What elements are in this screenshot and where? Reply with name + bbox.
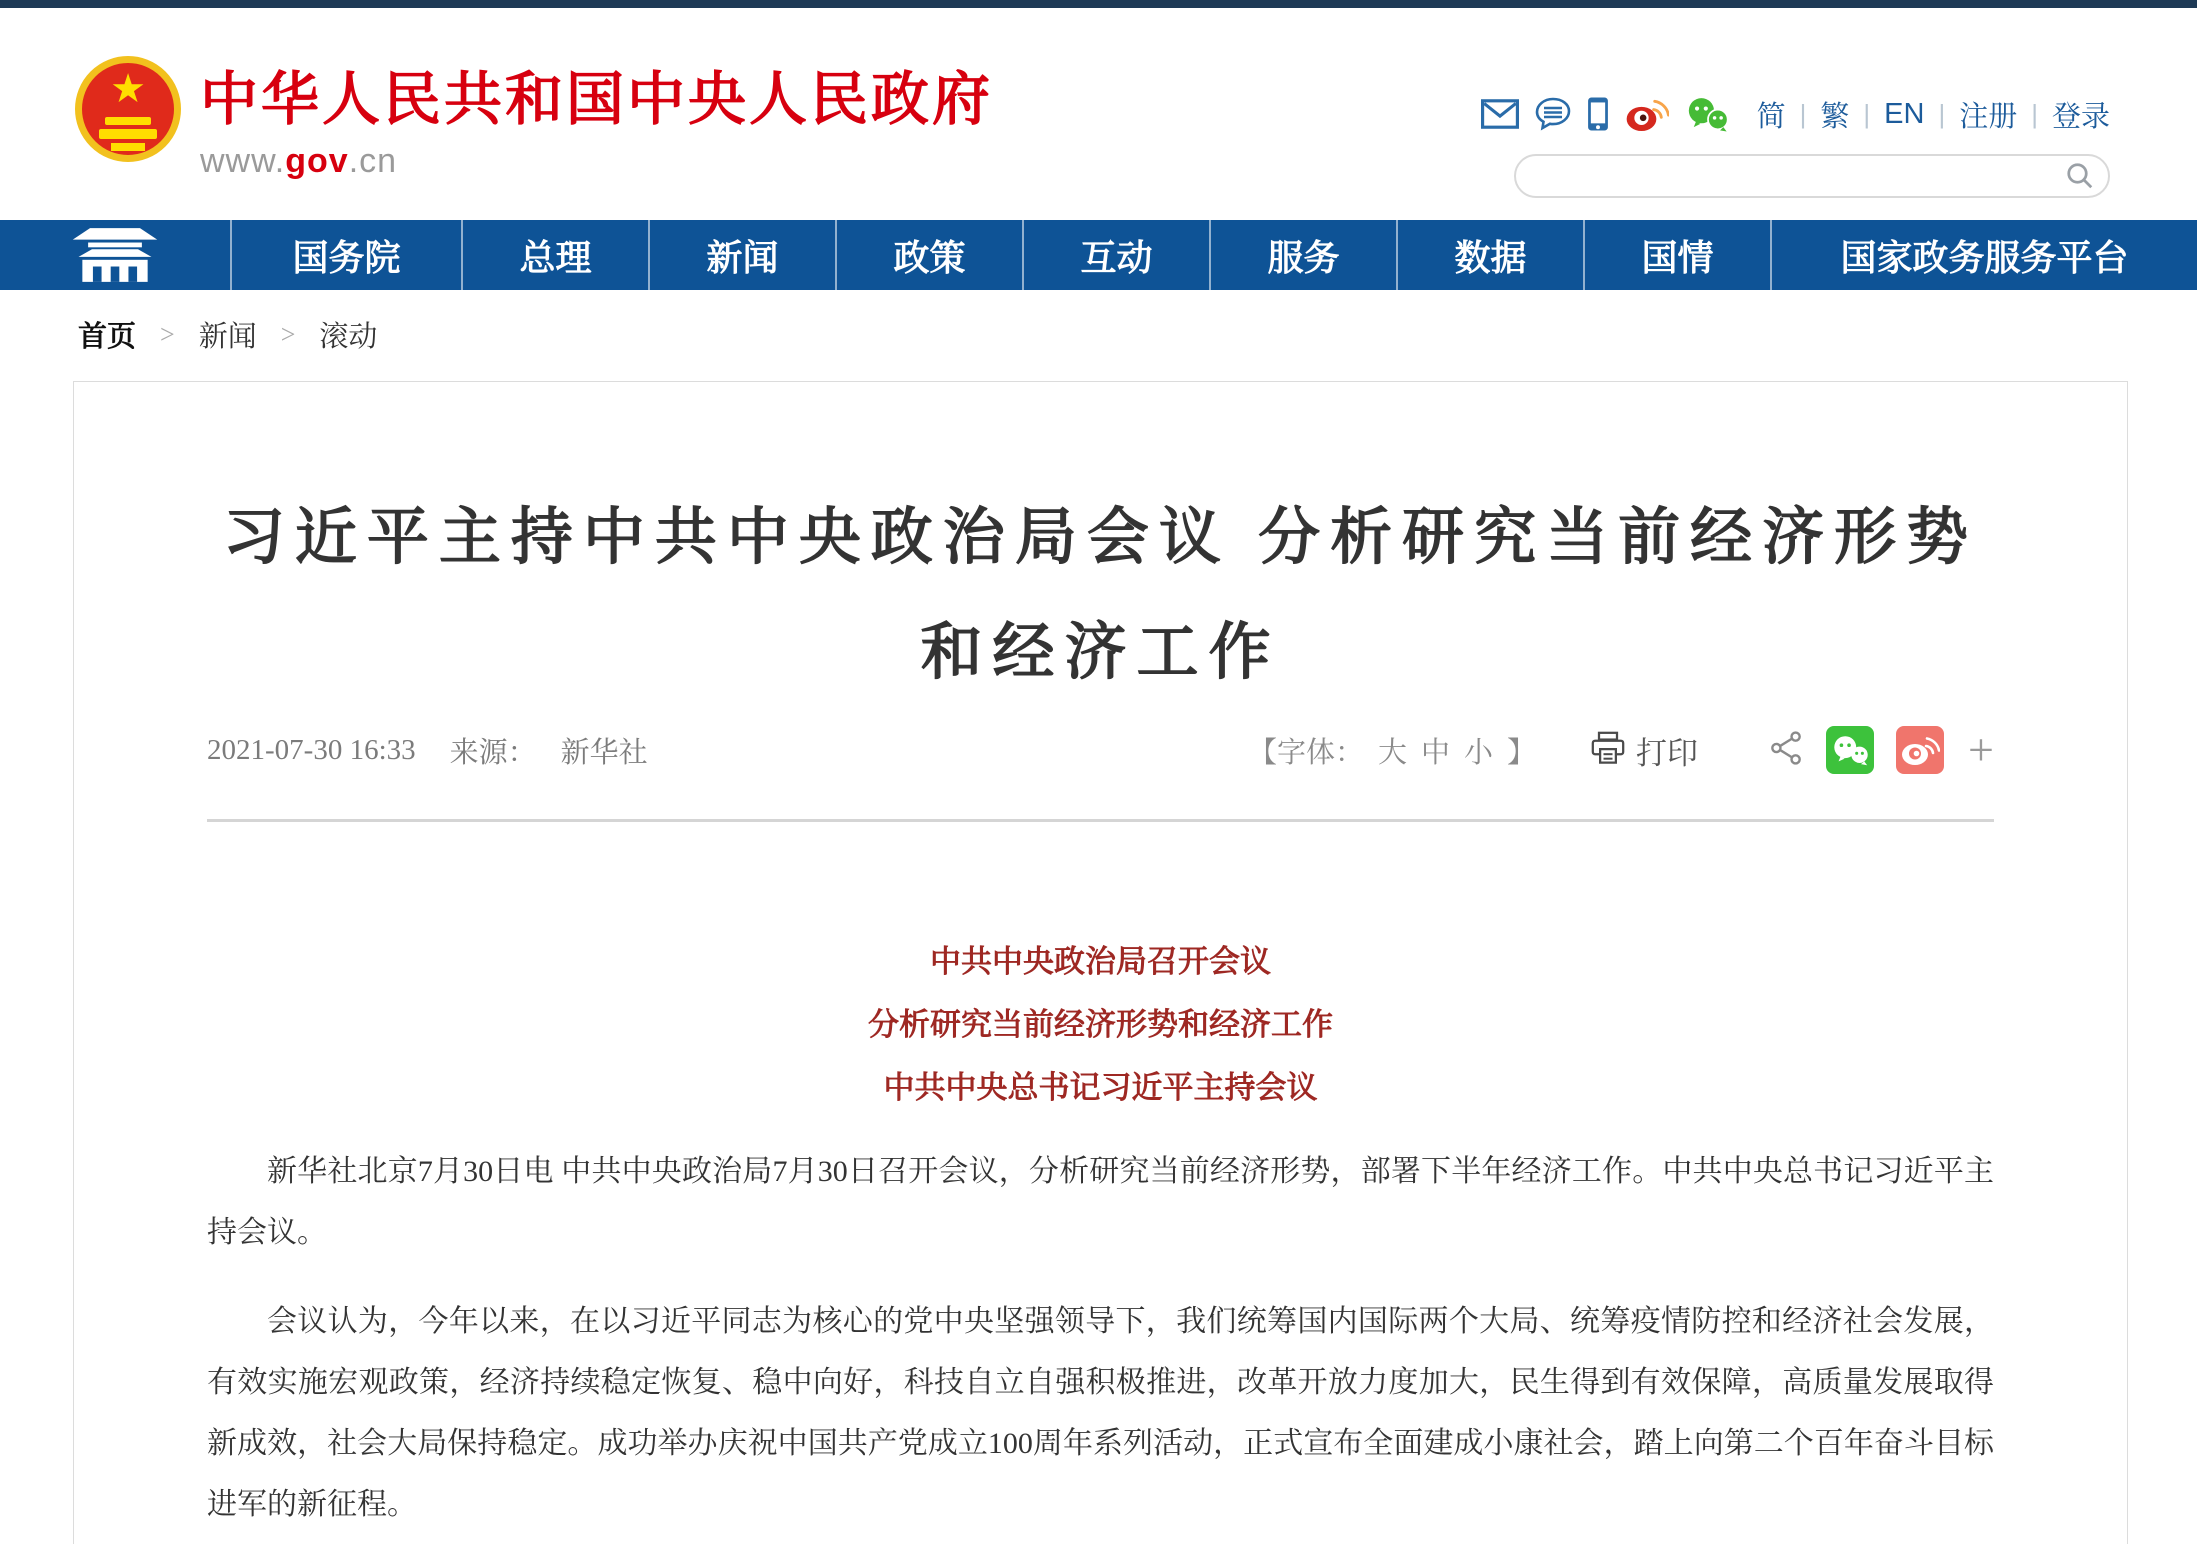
nav-item-interaction[interactable]: 互动 (1024, 220, 1211, 290)
wechat-icon[interactable] (1685, 96, 1731, 132)
article-meta-row (207, 726, 1994, 774)
share-weibo-icon[interactable] (1896, 726, 1944, 774)
language-account-links (1757, 94, 2110, 135)
source-label: 来源： (449, 736, 537, 769)
mail-icon[interactable] (1481, 99, 1519, 129)
weibo-icon[interactable] (1625, 96, 1669, 132)
font-size-small[interactable]: 小 (1464, 736, 1494, 769)
main-nav (0, 220, 2197, 290)
link-simplified-chinese[interactable]: 简 (1756, 100, 1786, 133)
article-source[interactable]: 新华社 (560, 736, 648, 769)
breadcrumb-news[interactable]: 新闻 (198, 321, 257, 353)
font-size-medium[interactable]: 中 (1421, 736, 1451, 769)
comment-icon[interactable] (1535, 97, 1571, 131)
search-bar (1514, 154, 2110, 198)
article-meta-tools (1248, 726, 1994, 774)
chevron-right-icon: > (280, 319, 296, 349)
meta-divider (207, 819, 1994, 822)
nav-item-policy[interactable]: 政策 (837, 220, 1024, 290)
site-url: www.gov.cn (200, 142, 398, 180)
article-subtitle-line: 中共中央政治局召开会议 (930, 944, 1271, 979)
font-size-prefix: 【字体： (1247, 736, 1364, 769)
article-date: 2021-07-30 16:33 (207, 733, 416, 766)
nav-item-services[interactable]: 服务 (1211, 220, 1398, 290)
article-subtitle-line: 中共中央总书记习近平主持会议 (883, 1070, 1318, 1105)
article-card (73, 381, 2128, 1544)
breadcrumb-home[interactable]: 首页 (78, 321, 137, 353)
link-separator: | (1863, 98, 1871, 129)
font-size-large[interactable]: 大 (1377, 736, 1407, 769)
link-register[interactable]: 注册 (1959, 100, 2018, 133)
print-label: 打印 (1636, 735, 1699, 771)
mobile-icon[interactable] (1587, 96, 1609, 132)
article-paragraph: 会议认为，今年以来，在以习近平同志为核心的党中央坚强领导下，我们统筹国内国际两个大局、统筹疫情防控和经济社会发展，有效实施宏观政策，经济持续稳定恢复、稳中向好，科技自立自强积极推进，改革开放力度加大，民生得到有效保障，高质量发展取得新成效，社会大局保持稳定。成功举办庆祝中国共产党成立100周年系列活动，正式宣布全面建成小康社会，踏上向第二个百年奋斗目标进军的新征程。 (207, 1305, 1994, 1521)
article-title: 习近平主持中共中央政治局会议 分析研究当前经济形势和经济工作 (222, 503, 1979, 687)
header-utilities (1481, 92, 2110, 198)
article-meta-left (207, 730, 648, 771)
nav-item-state-council[interactable]: 国务院 (232, 220, 463, 290)
national-emblem-icon: ★ (75, 56, 181, 162)
site-identity (200, 67, 994, 181)
nav-item-data[interactable]: 数据 (1398, 220, 1585, 290)
breadcrumb (78, 314, 2197, 355)
link-separator: | (1799, 98, 1807, 129)
search-icon[interactable] (2052, 161, 2108, 191)
site-logo[interactable] (75, 56, 181, 162)
nav-item-gov-service-platform[interactable]: 国家政务服务平台 (1840, 236, 2129, 278)
site-header (0, 8, 2197, 220)
article-subtitle-block (207, 930, 1994, 1119)
link-login[interactable]: 登录 (2051, 100, 2110, 133)
share-more-button[interactable]: + (1968, 724, 1994, 775)
quick-links-row (1481, 92, 2110, 136)
nav-item-premier[interactable]: 总理 (463, 220, 650, 290)
share-wechat-icon[interactable] (1826, 726, 1874, 774)
nav-home-gate-icon[interactable] (0, 220, 232, 290)
link-english[interactable]: EN (1884, 97, 1925, 130)
site-title: 中华人民共和国中央人民政府 (200, 67, 994, 132)
share-icon[interactable] (1768, 730, 1804, 771)
article-body (207, 1141, 1994, 1535)
font-size-suffix: 】 (1507, 736, 1537, 769)
breadcrumb-rolling[interactable]: 滚动 (319, 321, 378, 353)
nav-item-national-info[interactable]: 国情 (1585, 220, 1772, 290)
share-toolbar (1768, 726, 1994, 774)
font-size-widget (1248, 730, 1536, 771)
chevron-right-icon: > (160, 319, 175, 349)
article-subtitle-line: 分析研究当前经济形势和经济工作 (868, 1007, 1333, 1042)
top-accent-bar (0, 0, 2197, 8)
search-input[interactable] (1536, 158, 2052, 194)
printer-icon (1590, 731, 1626, 770)
article-paragraph: 新华社北京7月30日电 中共中央政治局7月30日召开会议，分析研究当前经济形势，部署下半年经济工作。中共中央总书记习近平主持会议。 (207, 1155, 1994, 1249)
link-traditional-chinese[interactable]: 繁 (1820, 100, 1850, 133)
link-separator: | (2031, 98, 2038, 129)
nav-item-news[interactable]: 新闻 (650, 220, 837, 290)
link-separator: | (1938, 98, 1946, 129)
print-button[interactable] (1590, 728, 1698, 773)
